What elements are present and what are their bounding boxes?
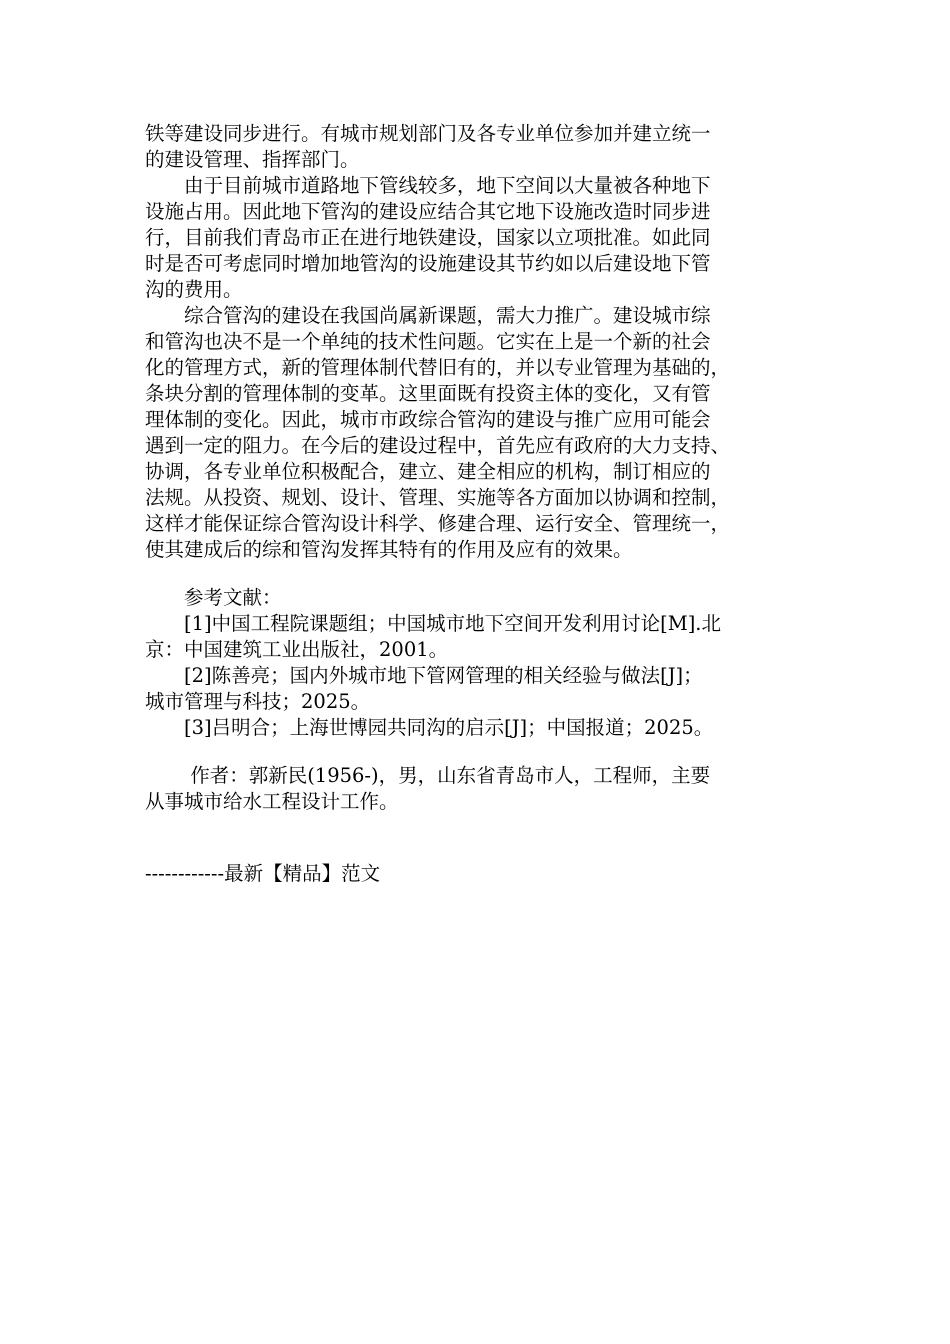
body-line: 协调，各专业单位积极配合，建立、建全相应的机构，制订相应的 — [145, 460, 711, 483]
body-line: 条块分割的管理体制的变革。这里面既有投资主体的变化，又有管 — [145, 382, 711, 405]
footer-label: ------------最新【精品】范文 — [145, 862, 381, 885]
body-line: 铁等建设同步进行。有城市规划部门及各专业单位参加并建立统一 — [145, 122, 711, 145]
body-line: 设施占用。因此地下管沟的建设应结合其它地下设施改造时同步进 — [145, 200, 711, 223]
reference-line: [2]陈善亮；国内外城市地下管网管理的相关经验与做法[J]； — [145, 664, 703, 687]
body-line: 行，目前我们青岛市正在进行地铁建设，国家以立项批准。如此同 — [145, 226, 711, 249]
author-line: 作者：郭新民(1956-)，男，山东省青岛市人，工程师，主要 — [145, 764, 711, 787]
references-heading: 参考文献： — [145, 586, 282, 609]
body-line: 使其建成后的综和管沟发挥其特有的作用及应有的效果。 — [145, 538, 633, 561]
body-line: 和管沟也决不是一个单纯的技术性问题。它实在上是一个新的社会 — [145, 330, 711, 353]
body-line: 理体制的变化。因此，城市市政综合管沟的建设与推广应用可能会 — [145, 408, 711, 431]
body-line: 综合管沟的建设在我国尚属新课题，需大力推广。建设城市综 — [145, 304, 711, 327]
body-line: 沟的费用。 — [145, 278, 243, 301]
reference-line: [3]吕明合；上海世博园共同沟的启示[J]；中国报道；2025。 — [145, 716, 714, 739]
body-line: 这样才能保证综合管沟设计科学、修建合理、运行安全、管理统一， — [145, 512, 731, 535]
body-line: 的建设管理、指挥部门。 — [145, 148, 360, 171]
author-line: 从事城市给水工程设计工作。 — [145, 790, 399, 813]
body-line: 遇到一定的阻力。在今后的建设过程中，首先应有政府的大力支持、 — [145, 434, 731, 457]
body-line: 法规。从投资、规划、设计、管理、实施等各方面加以协调和控制， — [145, 486, 731, 509]
reference-line: [1]中国工程院课题组；中国城市地下空间开发利用讨论[M].北 — [145, 612, 722, 635]
body-line: 化的管理方式，新的管理体制代替旧有的，并以专业管理为基础的， — [145, 356, 731, 379]
reference-line: 京：中国建筑工业出版社，2001。 — [145, 638, 449, 661]
reference-line: 城市管理与科技；2025。 — [145, 690, 371, 713]
body-line: 由于目前城市道路地下管线较多，地下空间以大量被各种地下 — [145, 174, 711, 197]
body-line: 时是否可考虑同时增加地管沟的设施建设其节约如以后建设地下管 — [145, 252, 711, 275]
